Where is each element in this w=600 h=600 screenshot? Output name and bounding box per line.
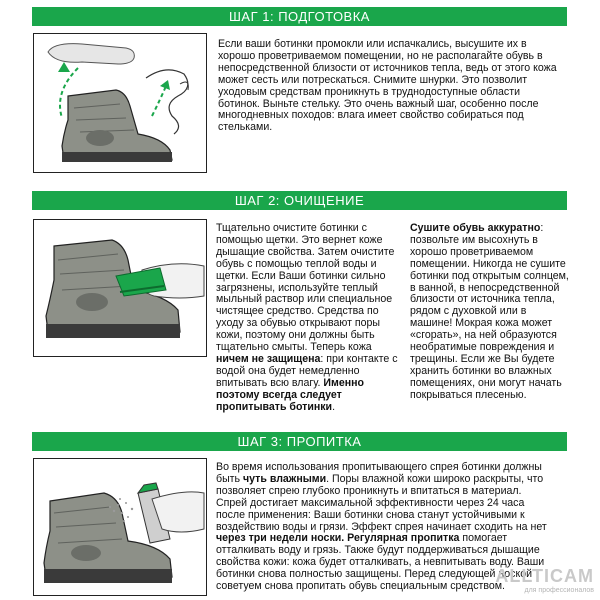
step1-title: ШАГ 1: ПОДГОТОВКА (229, 9, 370, 24)
step1-text: Если ваши ботинки промокли или испачкались, высушите их в хорошо проветриваемом помещении, но не располагайте обувь в непосредственной близости от источников тепла, ведь от этого кожа может сесть или потрескаться. Снимите шнурки. Это позволит уходовым средствам проникнуть в труднодоступные области ботинок. Выньте стельку. Это очень важный шаг, особенно после многодневных походов: влага имеет свойство собираться под стельками. (218, 38, 557, 134)
step1-illustration (33, 33, 207, 173)
shoelace-illustration (146, 70, 188, 134)
step3-text: Во время использования пропитывающего спрея ботинки должны быть чуть влажными. Поры влажной кожи широко раскрыты, что позволяет спрею глубоко проникнуть и впитаться в материал. Спрей достигает максимальной эффективности через 24 часа после применения: Ваши ботинки снова станут устойчивыми к воздействию воды и грязи. Эффект спрея начинает сходить на нет через три недели носки. Регулярная пропитка помогает отталкивать воду и грязь. Также будут поддерживаться дышащие свойства кожи: кожа будет отталкивать, а невпитывать воду. Ваши ботинки снова полностью защищены. Перед следующей ноской советуем снова пропитать обувь специальным средством. (216, 461, 547, 593)
step1-title-bar (32, 7, 567, 26)
watermark-brand: ALLTICAM (495, 566, 594, 586)
step3-title: ШАГ 3: ПРОПИТКА (237, 434, 362, 449)
step2-illustration (33, 219, 207, 357)
step2-text-left: Тщательно очистите ботинки с помощью щетки. Это вернет коже дышащие свойства. Затем очистите обувь с помощью теплой воды и щетки. Если Ваши ботинки сильно загрязнены, используйте теплый мыльный раствор или специальное чистящее средство. Средства по уходу за обувью открывают поры кожи, поэтому они должны быть тщательно смыты. Теперь кожа ничем не защищена: при контакте с водой она будет немедленно впитывать всю влагу. Именно поэтому всегда следует пропитывать ботинки. (216, 222, 398, 413)
boot-illustration (62, 90, 172, 162)
watermark-tagline: для профессионалов (524, 587, 594, 594)
watermark (495, 566, 594, 594)
step3-title-bar (32, 432, 567, 451)
step2-text-right: Сушите обувь аккуратно: позвольте им высохнуть в хорошо проветриваемом помещении. Никогда не сушите ботинки под открытым солнцем, в ванной, в непосредственной близости от источника тепла, рядом с духовкой или в машине! Мокрая кожа может «сгорать», на ней образуются необратимые повреждения и трещины. Если же Вы будете хранить ботинки во влажных помещениях, они могут начать покрываться плесенью. (410, 222, 569, 401)
step2-title: ШАГ 2: ОЧИЩЕНИЕ (234, 193, 365, 208)
step2-title-bar (32, 191, 567, 210)
step3-illustration (33, 458, 207, 596)
insole-illustration (48, 44, 134, 64)
